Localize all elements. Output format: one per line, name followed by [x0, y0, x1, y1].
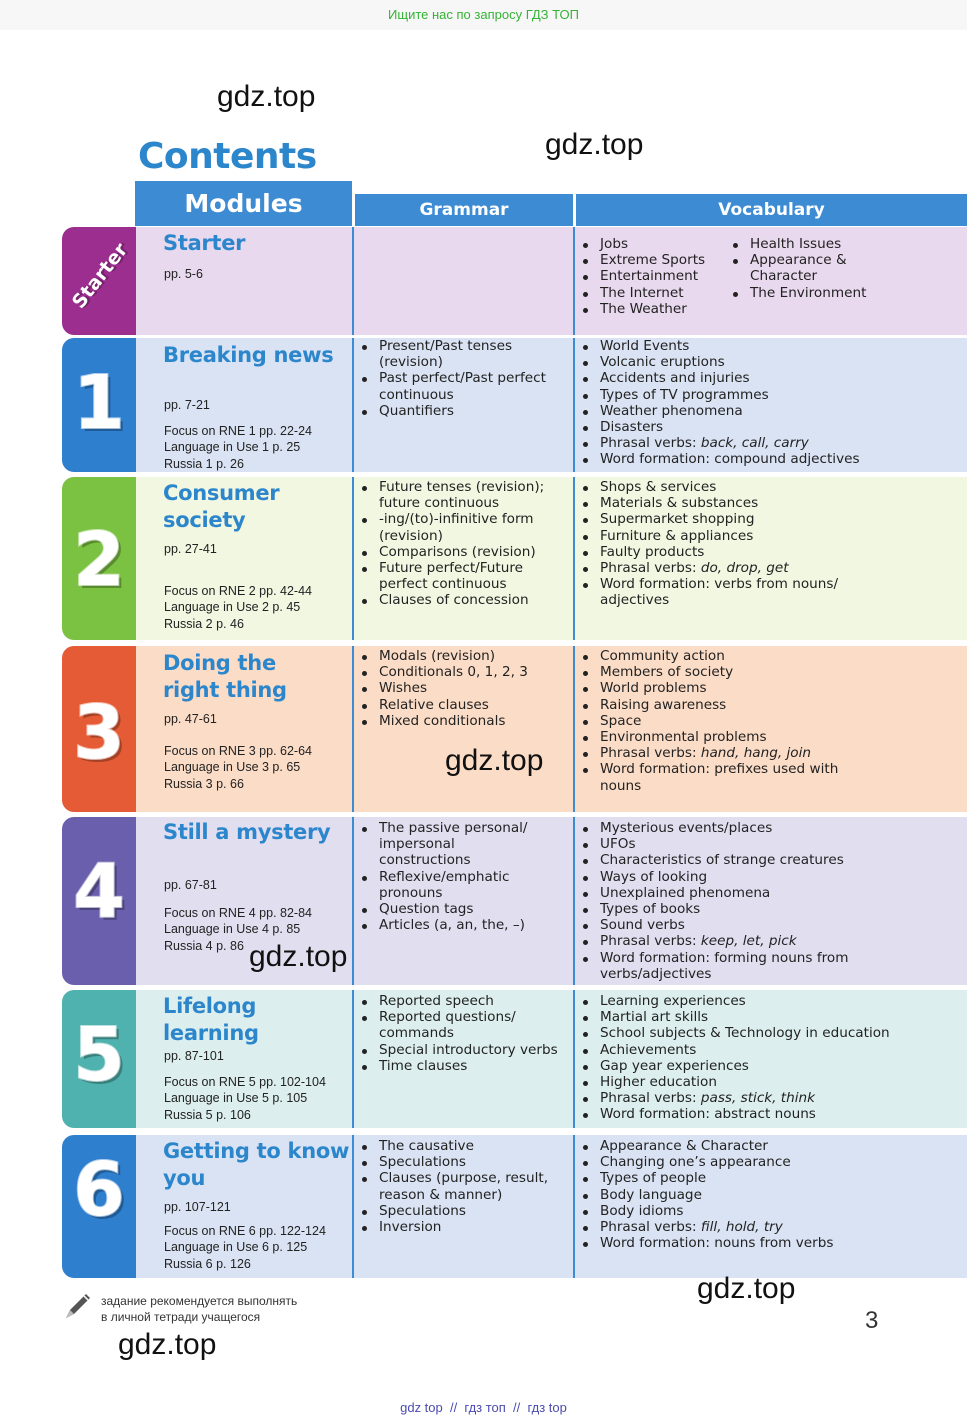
list-item: Wishes	[358, 680, 570, 696]
module-cell	[136, 1135, 354, 1278]
grammar-cell	[354, 1135, 575, 1278]
list-item: Modals (revision)	[358, 648, 570, 664]
column-divider	[352, 338, 354, 472]
list-item: Furniture & appliances	[579, 528, 849, 544]
module-number: 5	[73, 1012, 125, 1098]
column-divider	[573, 1135, 575, 1278]
list-item: Word formation: forming nouns from verbs/adjectives	[579, 950, 859, 982]
module-tab-4	[62, 817, 136, 985]
vocabulary-list	[579, 338, 959, 468]
list-item: Space	[579, 713, 849, 729]
list-item: Word formation: abstract nouns	[579, 1106, 964, 1122]
list-item: Special introductory verbs	[358, 1042, 570, 1058]
list-item: Phrasal verbs: pass, stick, think	[579, 1090, 964, 1106]
module-tab-3	[62, 646, 136, 812]
list-item: Unexplained phenomena	[579, 885, 859, 901]
list-item: Past perfect/Past perfect continuous	[358, 370, 568, 402]
list-item: Clauses (purpose, result, reason & manner)	[358, 1170, 570, 1202]
list-item: Appearance & Character	[579, 1138, 959, 1154]
page-title: Contents	[138, 136, 317, 177]
module-tab-5	[62, 990, 136, 1128]
list-item: Extreme Sports	[579, 252, 729, 268]
list-item: Body idioms	[579, 1203, 959, 1219]
column-divider	[352, 227, 354, 335]
module-tab-2	[62, 477, 136, 640]
list-item: Clauses of concession	[358, 592, 570, 608]
list-item: Word formation: nouns from verbs	[579, 1235, 959, 1251]
list-item: Present/Past tenses (revision)	[358, 338, 568, 370]
module-number: 1	[73, 360, 125, 446]
grammar-cell	[354, 817, 575, 985]
list-item: The passive personal/ impersonal constructions	[358, 820, 548, 869]
list-item: Types of TV programmes	[579, 387, 959, 403]
starter-module-cell	[136, 227, 354, 335]
list-item: Sound verbs	[579, 917, 859, 933]
list-item: Achievements	[579, 1042, 964, 1058]
modules-header-label: Modules	[184, 189, 303, 218]
list-item: Phrasal verbs: hand, hang, join	[579, 745, 849, 761]
list-item: Word formation: verbs from nouns/ adjectives	[579, 576, 849, 608]
module-focus: Focus on RNE 5 pp. 102-104 Language in Use 5 p. 105 Russia 5 p. 106	[164, 1075, 326, 1122]
list-item: Comparisons (revision)	[358, 544, 570, 560]
grammar-list	[358, 338, 568, 419]
module-row-6	[62, 1135, 967, 1278]
column-divider	[573, 990, 575, 1128]
column-divider	[573, 227, 575, 335]
starter-vocab-list-left	[579, 236, 729, 317]
top-banner: Ищите нас по запросу ГДЗ ТОП	[0, 0, 967, 30]
starter-grammar-cell	[354, 227, 575, 335]
vocabulary-list	[579, 479, 849, 609]
list-item: Raising awareness	[579, 697, 849, 713]
grammar-list	[358, 993, 570, 1074]
module-focus: Focus on RNE 6 pp. 122-124 Language in Use 6 p. 125 Russia 6 p. 126	[164, 1224, 326, 1271]
vocabulary-list	[579, 648, 849, 794]
list-item: Question tags	[358, 901, 548, 917]
vocabulary-cell	[575, 477, 967, 640]
module-row-4	[62, 817, 967, 985]
list-item: Appearance &	[729, 252, 959, 268]
starter-vocabulary-cell	[575, 227, 967, 335]
list-item: UFOs	[579, 836, 859, 852]
list-item: Phrasal verbs: keep, let, pick	[579, 933, 859, 949]
list-item: Conditionals 0, 1, 2, 3	[358, 664, 570, 680]
list-item: Supermarket shopping	[579, 511, 849, 527]
module-cell	[136, 990, 354, 1128]
page-number: 3	[865, 1307, 879, 1334]
list-item: Volcanic eruptions	[579, 354, 959, 370]
module-cell	[136, 477, 354, 640]
module-name: Consumer society	[163, 481, 280, 532]
list-item: Gap year experiences	[579, 1058, 964, 1074]
module-name: Still a mystery	[163, 820, 331, 844]
list-item: Phrasal verbs: back, call, carry	[579, 435, 959, 451]
column-divider	[573, 338, 575, 472]
vocabulary-cell	[575, 817, 967, 985]
column-divider	[352, 477, 354, 640]
module-cell	[136, 338, 354, 472]
list-item: Word formation: compound adjectives	[579, 451, 959, 467]
watermark: gdz.top	[118, 1328, 217, 1361]
module-row-5	[62, 990, 967, 1128]
list-item: Phrasal verbs: fill, hold, try	[579, 1219, 959, 1235]
column-divider	[352, 646, 354, 812]
module-pages: pp. 47-61	[164, 712, 217, 726]
vocabulary-header-label: Vocabulary	[718, 200, 825, 220]
list-item: Martial art skills	[579, 1009, 964, 1025]
starter-tab-label: Starter	[67, 239, 133, 313]
module-focus: Focus on RNE 2 pp. 42-44 Language in Use 2 p. 45 Russia 2 p. 46	[164, 584, 312, 631]
list-item: Learning experiences	[579, 993, 964, 1009]
module-name: Getting to know you	[163, 1139, 350, 1190]
module-row-2	[62, 477, 967, 640]
grammar-list	[358, 648, 570, 729]
grammar-cell	[354, 990, 575, 1128]
module-cell	[136, 646, 354, 812]
watermark: gdz.top	[445, 744, 544, 777]
list-item: Body language	[579, 1187, 959, 1203]
module-pages: pp. 27-41	[164, 542, 217, 556]
list-item: Phrasal verbs: do, drop, get	[579, 560, 849, 576]
list-item: Speculations	[358, 1203, 570, 1219]
list-item: Time clauses	[358, 1058, 570, 1074]
list-item: Reported questions/ commands	[358, 1009, 570, 1041]
list-item: The Internet	[579, 285, 729, 301]
list-item: Mixed conditionals	[358, 713, 570, 729]
list-item: Jobs	[579, 236, 729, 252]
grammar-cell	[354, 477, 575, 640]
grammar-cell	[354, 338, 575, 472]
list-item: Future perfect/Future perfect continuous	[358, 560, 570, 592]
watermark: gdz.top	[545, 128, 644, 161]
list-item: Speculations	[358, 1154, 570, 1170]
module-name: Breaking news	[163, 343, 334, 367]
list-item: Word formation: prefixes used with nouns	[579, 761, 849, 793]
list-item: Changing one’s appearance	[579, 1154, 959, 1170]
list-item: World Events	[579, 338, 959, 354]
list-item: Characteristics of strange creatures	[579, 852, 859, 868]
list-item: Environmental problems	[579, 729, 849, 745]
column-divider	[573, 817, 575, 985]
module-number: 3	[73, 690, 125, 776]
module-number: 4	[73, 849, 125, 935]
list-item: Reported speech	[358, 993, 570, 1009]
grammar-list	[358, 1138, 570, 1235]
list-item: Materials & substances	[579, 495, 849, 511]
pencil-icon	[62, 1290, 94, 1322]
module-pages: pp. 87-101	[164, 1049, 224, 1063]
module-tab-6	[62, 1135, 136, 1278]
grammar-list	[358, 820, 548, 933]
list-item: Inversion	[358, 1219, 570, 1235]
list-item: The Environment	[729, 285, 959, 301]
list-item: Types of books	[579, 901, 859, 917]
module-pages: pp. 5-6	[164, 267, 203, 281]
list-item: Shops & services	[579, 479, 849, 495]
module-focus: Focus on RNE 4 pp. 82-84 Language in Use 4 p. 85 Russia 4 p. 86	[164, 906, 312, 953]
list-item: Faulty products	[579, 544, 849, 560]
vocabulary-cell	[575, 1135, 967, 1278]
list-item: Mysterious events/places	[579, 820, 859, 836]
module-pages: pp. 107-121	[164, 1200, 231, 1214]
watermark: gdz.top	[217, 80, 316, 113]
list-item: Members of society	[579, 664, 849, 680]
list-item: Accidents and injuries	[579, 370, 959, 386]
list-item: Future tenses (revision); future continuous	[358, 479, 570, 511]
column-divider	[573, 646, 575, 812]
vocabulary-list	[579, 993, 964, 1123]
module-focus: Focus on RNE 3 pp. 62-64 Language in Use 3 p. 65 Russia 3 p. 66	[164, 744, 312, 791]
module-row-3	[62, 646, 967, 812]
starter-row	[62, 227, 967, 335]
vocabulary-cell	[575, 646, 967, 812]
grammar-cell	[354, 646, 575, 812]
vocabulary-list	[579, 1138, 959, 1251]
list-item: Higher education	[579, 1074, 964, 1090]
column-divider	[352, 1135, 354, 1278]
module-number: 6	[73, 1147, 125, 1233]
list-item: Character	[750, 268, 818, 285]
vocabulary-list	[579, 820, 859, 982]
watermark: gdz.top	[697, 1272, 796, 1305]
list-item: Entertainment	[579, 268, 729, 284]
list-item: Weather phenomena	[579, 403, 959, 419]
list-item: Reflexive/emphatic pronouns	[358, 869, 548, 901]
grammar-header-label: Grammar	[419, 200, 509, 220]
list-item: The Weather	[579, 301, 729, 317]
list-item: -ing/(to)-infinitive form (revision)	[358, 511, 570, 543]
module-name: Doing the right thing	[163, 651, 287, 702]
list-item: Community action	[579, 648, 849, 664]
grammar-list	[358, 479, 570, 609]
list-item: Relative clauses	[358, 697, 570, 713]
starter-tab	[62, 227, 136, 335]
starter-vocab-list-right	[729, 236, 959, 301]
list-item: Quantifiers	[358, 403, 568, 419]
column-divider	[352, 817, 354, 985]
list-item: Ways of looking	[579, 869, 859, 885]
module-row-1	[62, 338, 967, 472]
module-number: 2	[73, 517, 125, 603]
vocabulary-header	[576, 194, 967, 226]
module-pages: pp. 7-21	[164, 398, 210, 412]
module-focus: Focus on RNE 1 pp. 22-24 Language in Use 1 p. 25 Russia 1 p. 26	[164, 424, 312, 471]
list-item: The causative	[358, 1138, 570, 1154]
module-name: Starter	[163, 231, 246, 255]
module-tab-1	[62, 338, 136, 472]
modules-header	[135, 181, 352, 226]
module-pages: pp. 67-81	[164, 878, 217, 892]
module-name: Lifelong learning	[163, 994, 259, 1045]
watermark: gdz.top	[249, 940, 348, 973]
bottom-links[interactable]: gdz top // гдз топ // гдз top	[400, 1400, 567, 1415]
vocabulary-cell	[575, 990, 967, 1128]
column-divider	[573, 477, 575, 640]
list-item: World problems	[579, 680, 849, 696]
vocabulary-cell	[575, 338, 967, 472]
list-item: School subjects & Technology in education	[579, 1025, 964, 1041]
list-item: Disasters	[579, 419, 959, 435]
list-item: Types of people	[579, 1170, 959, 1186]
list-item: Articles (a, an, the, –)	[358, 917, 548, 933]
list-item: Health Issues	[729, 236, 959, 252]
grammar-header	[355, 194, 573, 226]
column-divider	[352, 990, 354, 1128]
footnote: задание рекомендуется выполнять в личной тетради учащегося	[101, 1294, 298, 1324]
